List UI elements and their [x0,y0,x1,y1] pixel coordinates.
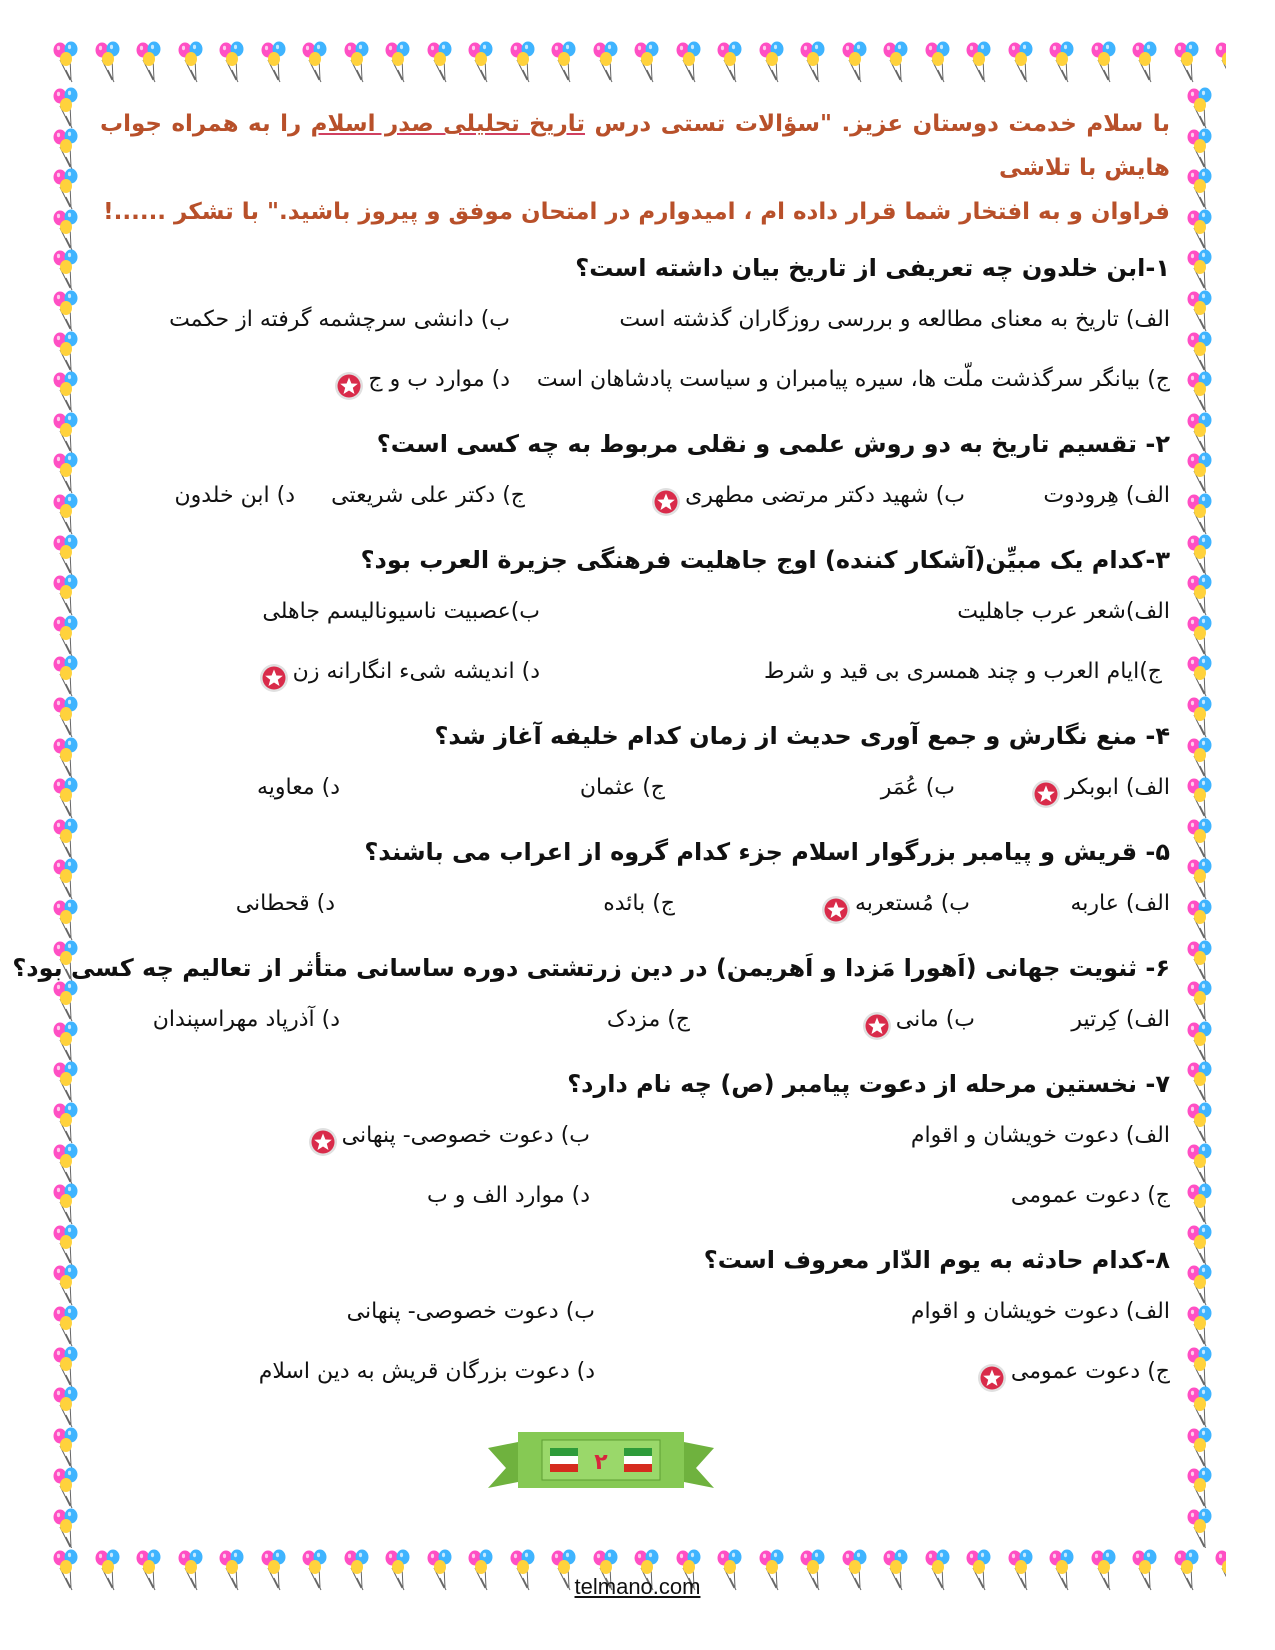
border-top [46,40,1226,86]
options-row [100,874,1170,934]
option-b-answer [308,1106,590,1166]
intro-text-1: با سلام خدمت دوستان عزیز. "سؤالات تستی درس [585,111,1170,137]
correct-answer-star-icon [977,1357,1007,1387]
balloon-icon [1180,533,1220,577]
option-d: د) دعوت بزرگان قریش به دین اسلام [258,1359,595,1384]
options-row [100,758,1170,818]
balloon-icon [46,86,86,130]
balloon-icon [46,1020,86,1064]
question-4: ۴- منع نگارش و جمع آوری حدیث از زمان کدام خلیفه آغاز شد؟ [434,722,1170,750]
balloon-icon [1180,857,1220,901]
correct-answer-star-icon [651,481,681,511]
option-c: ج)ایام العرب و چند همسری بی قید و شرط [764,659,1162,684]
balloon-icon [46,1345,86,1389]
balloon-icon [46,330,86,374]
question-8: ۸-کدام حادثه به یوم الدّار معروف است؟ [703,1246,1170,1274]
option-a: الف)شعر عرب جاهلیت [957,599,1170,624]
balloon-icon [1180,695,1220,739]
question-6: ۶- ثنویت جهانی (اَهورا مَزدا و اَهریمن) در دین زرتشتی دوره ساسانی متأثر از تعالیم چه کسی بود؟ [12,954,1170,982]
balloon-icon [835,40,875,84]
option-d: د) آذرپاد مهراسپندان [152,1007,340,1032]
balloon-icon [1180,1060,1220,1104]
option-c: ج) دکتر علی شریعتی [331,483,525,508]
balloon-icon [46,167,86,211]
option-a: الف) ابوبکر [1064,775,1170,800]
balloon-icon [1180,1345,1220,1389]
balloon-icon [1180,573,1220,617]
balloon-icon [46,817,86,861]
option-b: ب) مُستعربه [854,891,970,916]
balloon-icon [669,40,709,84]
options-row [100,466,1170,526]
balloon-icon [1180,330,1220,374]
balloon-icon [212,40,252,84]
balloon-icon [1180,1020,1220,1064]
balloon-icon [46,208,86,252]
balloon-icon [1180,1507,1220,1548]
option-d: د) اندیشه شیء انگارانه زن [292,659,540,684]
correct-answer-star-icon [1031,773,1061,803]
balloon-icon [1180,370,1220,414]
option-d: د) قحطانی [235,891,335,916]
balloon-icon [1180,614,1220,658]
balloon-icon [710,40,750,84]
balloon-icon [752,40,792,84]
iran-flag-icon [550,1448,578,1472]
option-d: د) موارد ب و ج [368,367,510,392]
balloon-icon [1180,1182,1220,1226]
intro-paragraph [100,102,1170,234]
balloon-icon [1180,1426,1220,1470]
balloon-icon [46,573,86,617]
balloon-icon [1180,492,1220,536]
balloon-icon [1180,736,1220,780]
balloon-icon [46,411,86,455]
option-b: ب)عصبیت ناسیونالیسم جاهلی [262,599,540,624]
balloon-icon [46,1304,86,1348]
balloon-icon [46,1385,86,1429]
question-7: ۷- نخستین مرحله از دعوت پیامبر (ص) چه نام دارد؟ [567,1070,1170,1098]
website-link[interactable]: telmano.com [574,1574,701,1599]
option-d: د) موارد الف و ب [427,1183,590,1208]
option-b-answer [862,990,975,1050]
balloon-icon [46,1101,86,1145]
balloon-icon [1208,40,1226,84]
balloon-icon [46,370,86,414]
option-c: ج) دعوت عمومی [1010,1359,1170,1384]
balloon-icon [1180,898,1220,942]
option-a: الف) دعوت خویشان و اقوام [910,1123,1170,1148]
balloon-icon [1180,289,1220,333]
page-number-ribbon [488,1418,714,1500]
balloon-icon [46,857,86,901]
balloon-icon [46,695,86,739]
balloon-icon [876,40,916,84]
balloon-icon [1180,1385,1220,1429]
balloon-icon [46,1426,86,1470]
options-row [100,642,1170,702]
balloon-icon [46,289,86,333]
balloon-icon [1180,654,1220,698]
balloon-icon [1180,208,1220,252]
option-b-answer [821,874,970,934]
option-b: ب) عُمَر [880,775,955,800]
balloon-icon [1180,1223,1220,1267]
correct-answer-star-icon [308,1121,338,1151]
options-row [100,990,1170,1050]
page-number: ۲ [594,1450,608,1475]
balloon-icon [46,1142,86,1186]
options-row [100,1166,1170,1226]
option-b: ب) دعوت خصوصی- پنهانی [346,1299,595,1324]
balloon-icon [1001,40,1041,84]
option-c: ج) دعوت عمومی [1010,1183,1170,1208]
option-d-answer [334,350,510,410]
balloon-icon [46,654,86,698]
option-c: ج) مزدک [606,1007,690,1032]
balloon-icon [46,248,86,292]
balloon-icon [46,776,86,820]
options-row [100,1282,1170,1342]
balloon-icon [1180,979,1220,1023]
balloon-icon [793,40,833,84]
balloon-icon [1167,40,1207,84]
option-d: د) معاویه [256,775,340,800]
balloon-icon [1084,40,1124,84]
balloon-icon [586,40,626,84]
option-a-answer [1031,758,1170,818]
question-1: ۱-ابن خلدون چه تعریفی از تاریخ بیان داشته است؟ [575,254,1170,282]
balloon-icon [46,1223,86,1267]
balloon-icon [46,451,86,495]
balloon-icon [1180,1101,1220,1145]
iran-flag-icon [624,1448,652,1472]
correct-answer-star-icon [862,1005,892,1035]
correct-answer-star-icon [821,889,851,919]
balloon-icon [46,1507,86,1548]
balloon-icon [46,614,86,658]
correct-answer-star-icon [334,365,364,395]
option-a: الف) دعوت خویشان و اقوام [910,1299,1170,1324]
balloon-icon [295,40,335,84]
intro-text-3: فراوان و به افتخار شما قرار داده ام ، امیدوارم در امتحان موفق و پیروز باشید." با تشکر ......! [103,199,1170,225]
balloon-icon [503,40,543,84]
balloon-icon [1180,776,1220,820]
question-3: ۳-کدام یک مبیِّن(آشکار کننده) اوج جاهلیت فرهنگی جزیرة العرب بود؟ [360,546,1170,574]
balloon-icon [1180,817,1220,861]
balloon-icon [1180,167,1220,211]
balloon-icon [46,1466,86,1510]
option-b-answer [651,466,965,526]
intro-text-2: را به همراه جواب هایش با تلاشی [100,111,1170,181]
balloon-icon [1042,40,1082,84]
balloon-icon [1180,1304,1220,1348]
options-row [100,350,1170,410]
balloon-icon [420,40,460,84]
balloon-icon [46,40,86,84]
option-c: ج) بیانگر سرگذشت ملّت ها، سیره پیامبران و سیاست پادشاهان است [536,367,1170,392]
balloon-icon [627,40,667,84]
balloon-icon [918,40,958,84]
balloon-icon [46,1263,86,1307]
balloon-icon [1180,1142,1220,1186]
balloon-icon [1125,40,1165,84]
options-row [100,290,1170,350]
option-a: الف) هِرودوت [1043,483,1170,508]
option-b: ب) مانی [895,1007,975,1032]
option-a: الف) تاریخ به معنای مطالعه و بررسی روزگاران گذشته است [619,307,1170,332]
option-a: الف) کِرتیر [1071,1007,1170,1032]
document-body [12,96,1170,1536]
balloon-icon [46,492,86,536]
balloon-icon [254,40,294,84]
balloon-icon [959,40,999,84]
balloon-icon [171,40,211,84]
balloon-icon [1180,1263,1220,1307]
balloon-icon [337,40,377,84]
options-row [100,1106,1170,1166]
balloon-icon [46,1182,86,1226]
balloon-icon [1180,411,1220,455]
border-left [46,86,92,1548]
option-c: ج) عثمان [579,775,665,800]
balloon-icon [46,533,86,577]
question-2: ۲- تقسیم تاریخ به دو روش علمی و نقلی مربوط به چه کسی است؟ [376,430,1170,458]
balloon-icon [378,40,418,84]
options-row [100,1342,1170,1402]
balloon-icon [544,40,584,84]
balloon-icon [1180,127,1220,171]
option-b: ب) دانشی سرچشمه گرفته از حکمت [169,307,510,332]
balloon-icon [1180,1466,1220,1510]
option-c-answer [977,1342,1170,1402]
options-row [100,582,1170,642]
balloon-icon [46,127,86,171]
option-d: د) ابن خلدون [174,483,295,508]
balloon-icon [88,40,128,84]
border-right [1180,86,1226,1548]
balloon-icon [1180,248,1220,292]
option-b: ب) دعوت خصوصی- پنهانی [341,1123,590,1148]
balloon-icon [46,898,86,942]
balloon-icon [46,1060,86,1104]
option-d-answer [259,642,540,702]
balloon-icon [1180,86,1220,130]
balloon-icon [1180,939,1220,983]
balloon-icon [461,40,501,84]
option-a: الف) عاربه [1070,891,1170,916]
option-b: ب) شهید دکتر مرتضی مطهری [685,483,965,508]
intro-underlined-title: تاریخ تحلیلی صدر اسلام [310,111,585,137]
correct-answer-star-icon [259,657,289,687]
balloon-icon [46,736,86,780]
balloon-icon [129,40,169,84]
balloon-icon [1180,451,1220,495]
question-5: ۵- قریش و پیامبر بزرگوار اسلام جزء کدام گروه از اعراب می باشند؟ [364,838,1170,866]
option-c: ج) بائده [603,891,675,916]
